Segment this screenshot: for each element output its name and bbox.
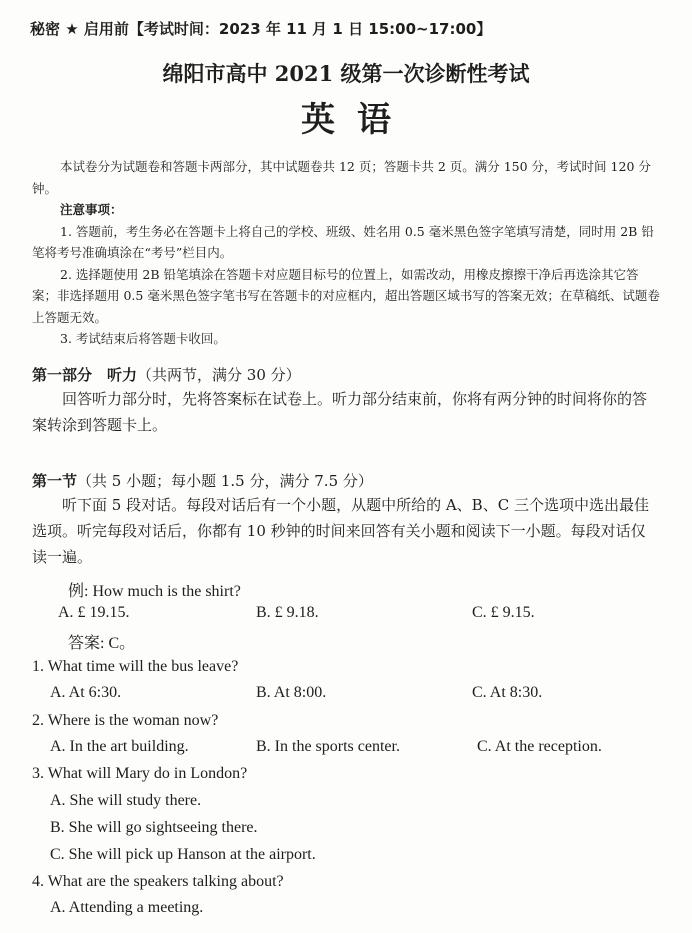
option-c: C. She will pick up Hanson at the airport. — [50, 846, 316, 863]
part1-instruction: 回答听力部分时，先将答案标在试卷上。听力部分结束前，你将有两分钟的时间将你的答案转涂到答题卡上。 — [32, 390, 648, 434]
option-b: B. In the sports center. — [256, 738, 400, 755]
question-text: 1. What time will the bus leave? — [32, 658, 239, 675]
example-option-a: A. £ 19.15. — [58, 604, 130, 621]
example-question: 例: How much is the shirt? — [68, 583, 241, 600]
note-item: 1. 答题前，考生务必在答题卡上将自己的学校、班级、姓名用 0.5 毫米黑色签字笔填写清楚，同时用 2B 铅笔将考号准确填涂在“考号”栏目内。 — [32, 223, 654, 260]
part1-detail: （共两节，满分 30 分） — [137, 366, 301, 384]
notes-heading: 注意事项： — [60, 202, 123, 217]
section1-heading — [32, 470, 373, 491]
part1-instruction-block — [32, 386, 660, 438]
section1-instruction: 听下面 5 段对话。每段对话后有一个小题，从题中所给的 A、B、C 三个选项中选出最佳选项。听完每段对话后，你都有 10 秒钟的时间来回答有关小题和阅读下一小题。每段对话仅读一遍。 — [32, 496, 649, 566]
part1-title: 第一部分 听力 — [32, 366, 138, 384]
section1-instruction-block — [32, 492, 660, 570]
section1-title: 第一节 — [32, 472, 78, 490]
section1-detail: （共 5 小题；每小题 1.5 分，满分 7.5 分） — [77, 472, 373, 490]
question-text: 3. What will Mary do in London? — [32, 765, 248, 782]
option-b: B. She will go sightseeing there. — [50, 819, 258, 836]
note-item: 2. 选择题使用 2B 铅笔填涂在答题卡对应题目标号的位置上，如需改动，用橡皮擦擦干净后再选涂其它答案；非选择题用 0.5 毫米黑色签字笔书写在答题卡的对应框内，超出答题区域书写的答案无效；在草稿纸、试题卷上答题无效。 — [32, 266, 660, 325]
question-text: 2. Where is the woman now? — [32, 712, 219, 729]
note-item: 3. 考试结束后将答题卡收回。 — [60, 331, 226, 346]
option-c: C. At the reception. — [477, 738, 602, 755]
option-a: A. She will study there. — [50, 792, 202, 809]
exam-header: 秘密 ★ 启用前【考试时间：2023 年 11 月 1 日 15:00~17:00】 — [30, 20, 492, 38]
example-option-c: C. £ 9.15. — [472, 604, 535, 621]
part1-heading — [32, 364, 301, 385]
example-option-b: B. £ 9.18. — [256, 604, 319, 621]
option-a: A. Attending a meeting. — [50, 899, 204, 916]
option-c: C. At 8:30. — [472, 684, 543, 701]
subject-title: 英语 — [301, 100, 413, 140]
example-answer: 答案: C。 — [68, 635, 136, 652]
exam-title: 绵阳市高中 2021 级第一次诊断性考试 — [162, 61, 530, 86]
notes-intro: 本试卷分为试题卷和答题卡两部分，其中试题卷共 12 页；答题卡共 2 页。满分 150 分，考试时间 120 分钟。 — [32, 159, 651, 196]
question-text: 4. What are the speakers talking about? — [32, 873, 284, 890]
exam-notes — [32, 156, 662, 350]
option-b: B. At 8:00. — [256, 684, 327, 701]
option-a: A. At 6:30. — [50, 684, 122, 701]
option-a: A. In the art building. — [50, 738, 189, 755]
